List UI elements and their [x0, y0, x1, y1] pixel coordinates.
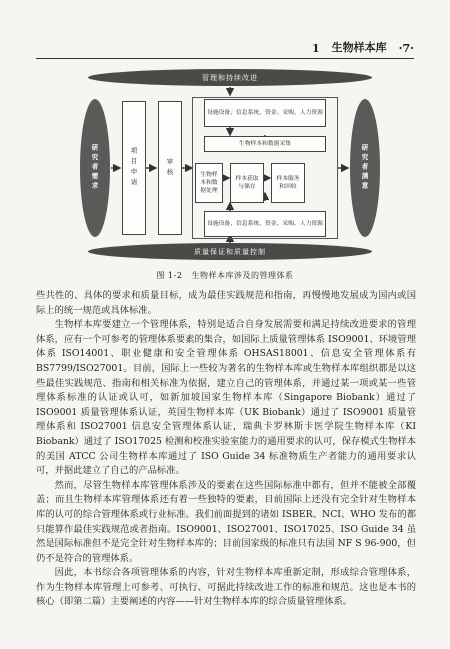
body-text: [36, 289, 416, 610]
distribution-box: 样本服务和回收: [271, 163, 305, 203]
figure-caption-text: 生物样本库涉及的管理体系: [191, 271, 294, 280]
management-system-figure: [80, 65, 380, 265]
top-resources-box: 设施设备、信息系统、资金、采购、人力资源: [204, 99, 326, 127]
chapter-title: 生物样本库: [331, 41, 387, 54]
figure-caption-label: 图 1-2: [156, 271, 183, 280]
running-header: [36, 38, 414, 58]
chapter-number: 1: [312, 42, 320, 55]
right-ellipse: 研究者满意: [350, 99, 380, 237]
collection-box: 生物样本和数据采集: [204, 136, 326, 152]
project-application-box: 项目申请: [122, 101, 146, 235]
paragraph-1: 些共性的、具体的要求和质量目标，成为最佳实践规范和指南，再慢慢地发展成为国内或国际上的统一规范或具体标准。: [36, 290, 416, 316]
page-number: ·7·: [398, 42, 414, 55]
figure-caption: [0, 270, 450, 281]
storage-box: 样本获取与储存: [230, 163, 264, 203]
header-rule: [36, 58, 414, 59]
review-box: 审核: [158, 101, 182, 235]
paragraph-3: 然而，尽管生物样本库管理体系涉及的要素在这些国际标准中都有，但并不能被全部覆盖；而且生物样本库管理体系还有着一些独特的要素，目前国际上还没有完全针对生物样本库的认可的综合管理体系或行业标准。我们前面提到的诸如 ISBER、NCI、WHO 发布的都只能算作最佳实践规范或者指南。ISO9001、ISO27001、ISO17025、ISO Guide 34 虽然是国际标准但不是完全针对生物样本库的；目前国家级的标准只有法国 NF S 96-900，但仍不是符合的管理体系。: [36, 479, 416, 564]
paragraph-4: 因此，本书综合各项管理体系的内容，针对生物样本库重新定制，形成综合管理体系，作为生物样本库管理上可参考、可执行、可据此持续改进工作的标准和规范。这也是本书的核心（即第二篇）主要阐述的内容——针对生物样本库的综合质量管理体系。: [36, 567, 416, 608]
left-ellipse: 研究者需求: [80, 99, 110, 237]
processing-box: 生物样本和数据处理: [195, 163, 223, 203]
bottom-resources-box: 设施设备、信息系统、资金、采购、人力资源: [204, 211, 326, 237]
bottom-band: 质量保证和质量控制: [88, 243, 372, 260]
paragraph-2: 生物样本库要建立一个管理体系，特别是适合自身发展需要和满足持续改进要求的管理体系，应有一个可参考的管理体系要素的集合，如国际上质量管理体系 ISO9001、环境管理体系 ISO14001、职业健康和安全管理体系 OHSAS18001、信息安全管理体系有 BS7799/ISO27001。目前，国际上一些较为著名的生物样本库或生物样本库组织都是以这些最佳实践规范、指南和相关标准为依据，建立自己的管理体系，并通过某一项或某一些管理体系标准的认证或认可，如新加坡国家生物样本库（Singapore Biobank）通过了 ISO9001 质量管理体系认证，英国生物样本库（UK Biobank）通过了 ISO9001 质量管理体系和 ISO27001 信息安全管理体系认证，瑞典卡罗林斯卡医学院生物样本库（KI Biobank）通过了 ISO17025 检测和校准实验室能力的通用要求的认可，保存模式生物样本的美国 ATCC 公司生物样本库通过了 ISO Guide 34 标准物质生产者能力的通用要求认可，并据此建立了自己的产品标准。: [36, 319, 416, 477]
top-band: 管理和持续改进: [88, 69, 372, 86]
